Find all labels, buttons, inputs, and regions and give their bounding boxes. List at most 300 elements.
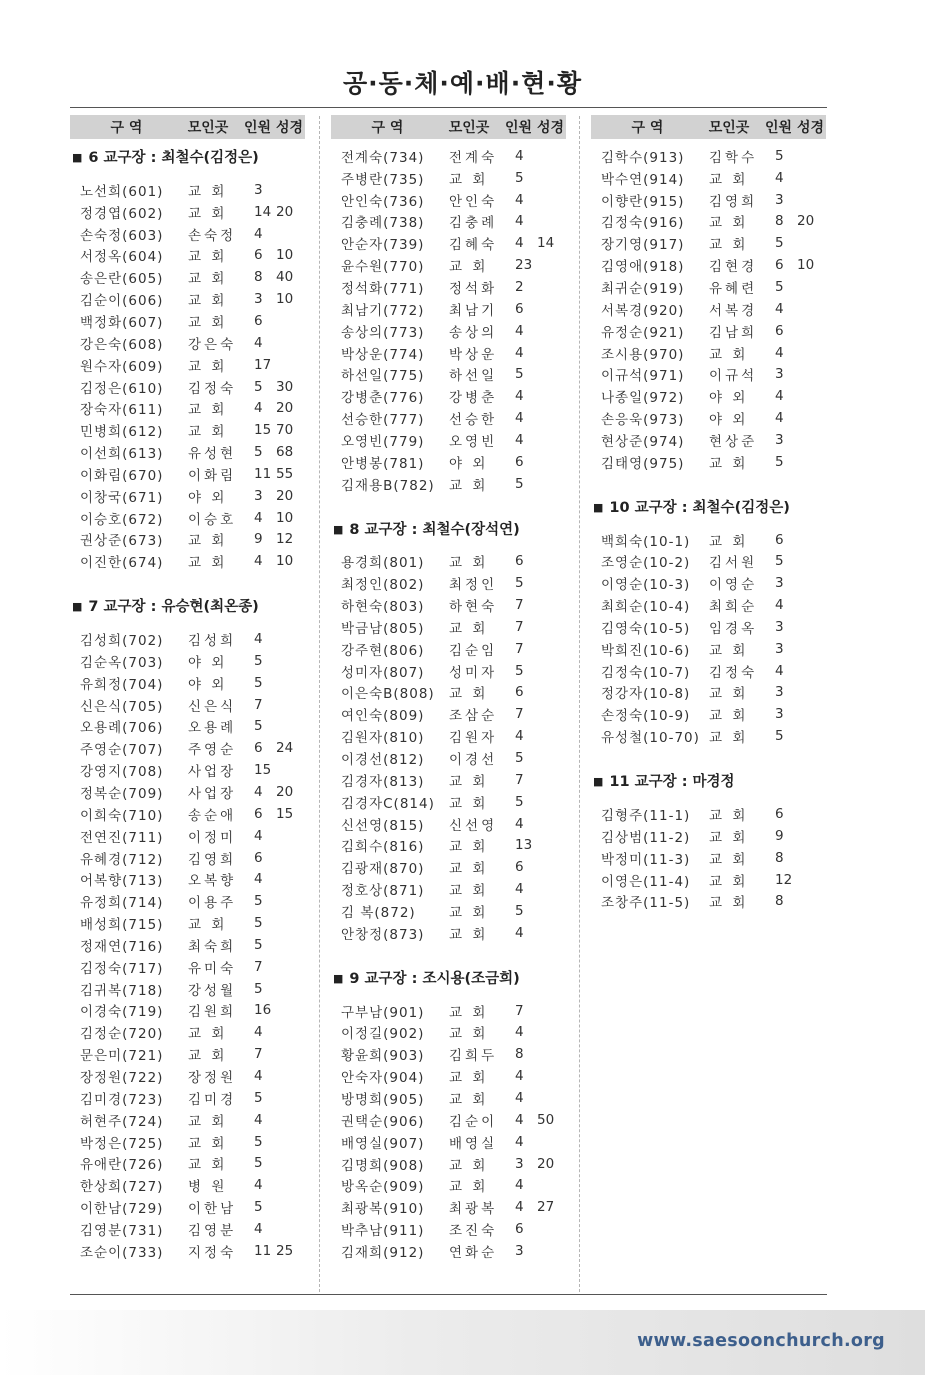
meeting-place: 교 회 — [449, 1026, 489, 1043]
table-row — [70, 1152, 305, 1174]
table-row — [70, 550, 305, 572]
meeting-place: 오영빈 — [449, 433, 498, 450]
zone-name: 송상의(773) — [341, 324, 425, 341]
table-row — [70, 672, 305, 694]
people-count: 13 — [515, 837, 533, 854]
place-header: 모인곳 — [448, 120, 490, 136]
zone-name: 서정옥(604) — [80, 249, 164, 266]
table-row — [331, 594, 566, 616]
people-count: 6 — [515, 300, 524, 317]
district-section — [70, 594, 305, 1261]
zone-header: 구 역 — [110, 120, 143, 136]
table-row — [591, 660, 826, 682]
people-count: 4 — [254, 509, 263, 526]
people-count: 6 — [775, 322, 784, 339]
zone-name: 신선영(815) — [341, 817, 425, 834]
people-count: 4 — [775, 388, 784, 405]
people-count: 4 — [515, 1089, 524, 1106]
zone-name: 나종일(972) — [601, 390, 685, 407]
people-count: 6 — [775, 806, 784, 823]
zone-name: 이선희(613) — [80, 446, 164, 463]
zone-name: 문은미(721) — [80, 1048, 164, 1065]
zone-name: 이화림(670) — [80, 467, 164, 484]
bottom-rule — [70, 1294, 827, 1295]
table-row — [331, 1087, 566, 1109]
table-row — [331, 145, 566, 167]
meeting-place: 정석화 — [449, 280, 498, 297]
zone-name: 이희숙(710) — [80, 807, 164, 824]
meeting-place: 야 외 — [449, 455, 489, 472]
bible-count: 20 — [276, 487, 294, 504]
zone-name: 이진한(674) — [80, 555, 164, 572]
bible-count: 20 — [276, 784, 294, 801]
meeting-place: 이영순 — [709, 577, 758, 594]
meeting-place: 교 회 — [449, 1179, 489, 1196]
zone-name: 최귀순(919) — [601, 280, 685, 297]
meeting-place: 김혜숙 — [449, 237, 498, 254]
zone-name: 정호상(871) — [341, 883, 425, 900]
table-row — [591, 803, 826, 825]
meeting-place: 신선영 — [449, 817, 498, 834]
meeting-place: 강병춘 — [449, 390, 498, 407]
meeting-place: 송순애 — [188, 807, 237, 824]
zone-name: 김형주(11-1) — [601, 808, 691, 825]
column-header — [331, 115, 566, 139]
table-row — [70, 179, 305, 201]
bible-count: 20 — [276, 400, 294, 417]
meeting-place: 교 회 — [188, 293, 228, 310]
table-column-1 — [70, 115, 305, 1284]
meeting-place: 이승호 — [188, 511, 237, 528]
meeting-place: 교 회 — [449, 686, 489, 703]
zone-name: 안순자(739) — [341, 237, 425, 254]
meeting-place: 교 회 — [709, 346, 749, 363]
zone-name: 이은숙B(808) — [341, 686, 435, 703]
zone-name: 김영애(918) — [601, 259, 685, 276]
meeting-place: 교 회 — [709, 237, 749, 254]
meeting-place: 이경선 — [449, 752, 498, 769]
table-row — [591, 616, 826, 638]
zone-name: 손정숙(10-9) — [601, 708, 691, 725]
people-count: 6 — [775, 531, 784, 548]
table-row — [331, 451, 566, 473]
table-row — [591, 825, 826, 847]
table-row — [591, 254, 826, 276]
bible-count: 10 — [276, 553, 294, 570]
meeting-place: 야 외 — [188, 654, 228, 671]
zone-name: 노선희(601) — [80, 183, 164, 200]
zone-name: 김재희(912) — [341, 1244, 425, 1261]
people-count: 7 — [515, 640, 524, 657]
meeting-place: 사업장 — [188, 786, 237, 803]
meeting-place: 이한남 — [188, 1201, 237, 1218]
table-row — [331, 167, 566, 189]
table-row — [591, 451, 826, 473]
people-count: 4 — [254, 871, 263, 888]
zone-name: 전계숙(734) — [341, 149, 425, 166]
meeting-place: 교 회 — [709, 708, 749, 725]
meeting-place: 김영희 — [709, 193, 758, 210]
table-row — [331, 211, 566, 233]
table-row — [591, 385, 826, 407]
bible-count: 10 — [276, 509, 294, 526]
table-row — [331, 320, 566, 342]
zone-name: 정석화(771) — [341, 280, 425, 297]
bible-count: 10 — [276, 247, 294, 264]
zone-name: 이정길(902) — [341, 1026, 425, 1043]
district-section — [70, 145, 305, 572]
people-count: 5 — [254, 378, 263, 395]
zone-name: 박상운(774) — [341, 346, 425, 363]
place-header: 모인곳 — [187, 120, 229, 136]
meeting-place: 선승한 — [449, 412, 498, 429]
table-row — [70, 397, 305, 419]
people-count: 9 — [254, 531, 263, 548]
people-count: 5 — [775, 453, 784, 470]
people-count: 6 — [515, 553, 524, 570]
table-row — [70, 1218, 305, 1240]
section-title — [331, 966, 566, 992]
table-row — [331, 189, 566, 211]
meeting-place: 교 회 — [449, 883, 489, 900]
section-title-text: 7 교구장 : 유승현(최온종) — [88, 599, 259, 616]
section-title — [591, 495, 826, 521]
table-row — [70, 507, 305, 529]
table-row — [591, 167, 826, 189]
meeting-place: 교 회 — [709, 873, 749, 890]
people-count: 5 — [254, 652, 263, 669]
meeting-place: 교 회 — [709, 455, 749, 472]
people-count: 4 — [515, 344, 524, 361]
zone-name: 김상범(11-2) — [601, 829, 691, 846]
table-row — [331, 682, 566, 704]
people-count: 5 — [254, 915, 263, 932]
meeting-place: 교 회 — [449, 477, 489, 494]
meeting-place: 김순이 — [449, 1113, 498, 1130]
people-count: 4 — [254, 225, 263, 242]
meeting-place: 오복향 — [188, 873, 237, 890]
district-section — [591, 769, 826, 912]
zone-name: 강은숙(608) — [80, 336, 164, 353]
zone-name: 이승호(672) — [80, 511, 164, 528]
table-row — [331, 856, 566, 878]
people-count: 4 — [254, 827, 263, 844]
zone-name: 김영숙(10-5) — [601, 620, 691, 637]
people-count: 5 — [515, 750, 524, 767]
bible-count: 12 — [276, 531, 294, 548]
table-row — [331, 254, 566, 276]
table-row — [70, 485, 305, 507]
meeting-place: 신은식 — [188, 698, 237, 715]
bible-count: 14 — [537, 235, 555, 252]
meeting-place: 최정인 — [449, 577, 498, 594]
meeting-place: 김순임 — [449, 642, 498, 659]
table-row — [70, 1043, 305, 1065]
people-count: 8 — [254, 269, 263, 286]
zone-name: 박금남(805) — [341, 620, 425, 637]
table-row — [70, 934, 305, 956]
meeting-place: 야 외 — [709, 390, 749, 407]
column-divider — [319, 116, 320, 1292]
zone-name: 김경자(813) — [341, 773, 425, 790]
section-title — [331, 517, 566, 543]
people-count: 3 — [775, 575, 784, 592]
table-row — [591, 890, 826, 912]
table-row — [591, 232, 826, 254]
square-bullet-icon: ■ — [333, 522, 344, 536]
zone-name: 장숙자(611) — [80, 402, 164, 419]
zone-name: 안창정(873) — [341, 926, 425, 943]
table-row — [70, 868, 305, 890]
table-row — [331, 1043, 566, 1065]
table-row — [331, 638, 566, 660]
bible-count: 50 — [537, 1111, 555, 1128]
square-bullet-icon: ■ — [593, 775, 604, 789]
table-row — [70, 441, 305, 463]
meeting-place: 교 회 — [188, 1048, 228, 1065]
zone-name: 유희정(704) — [80, 676, 164, 693]
people-count: 5 — [515, 366, 524, 383]
section-title — [70, 594, 305, 620]
zone-name: 김성희(702) — [80, 633, 164, 650]
zone-name: 오영빈(779) — [341, 433, 425, 450]
meeting-place: 교 회 — [449, 620, 489, 637]
zone-name: 조창주(11-5) — [601, 895, 691, 912]
table-row — [331, 551, 566, 573]
meeting-place: 야 외 — [188, 676, 228, 693]
zone-name: 박수연(914) — [601, 171, 685, 188]
people-count: 11 — [254, 1242, 272, 1259]
people-count: 5 — [254, 1089, 263, 1106]
meeting-place: 배영실 — [449, 1135, 498, 1152]
people-count: 7 — [515, 1002, 524, 1019]
zone-name: 방옥순(909) — [341, 1179, 425, 1196]
bible-header: 성경 — [275, 120, 303, 136]
people-count: 5 — [775, 553, 784, 570]
meeting-place: 교 회 — [188, 358, 228, 375]
meeting-place: 교 회 — [449, 904, 489, 921]
table-row — [331, 769, 566, 791]
meeting-place: 서복경 — [709, 302, 758, 319]
people-count: 4 — [515, 213, 524, 230]
meeting-place: 김서원 — [709, 555, 758, 572]
section-title-text: 6 교구장 : 최철수(김정은) — [88, 150, 259, 166]
meeting-place: 교 회 — [188, 271, 228, 288]
table-row — [591, 529, 826, 551]
people-count: 17 — [254, 356, 272, 373]
people-count: 5 — [254, 936, 263, 953]
people-count: 4 — [515, 924, 524, 941]
meeting-place: 교 회 — [449, 259, 489, 276]
zone-name: 서복경(920) — [601, 302, 685, 319]
zone-name: 정재연(716) — [80, 938, 164, 955]
people-count: 6 — [254, 312, 263, 329]
people-count: 6 — [775, 257, 784, 274]
table-row — [331, 616, 566, 638]
meeting-place: 교 회 — [188, 183, 228, 200]
table-row — [70, 376, 305, 398]
people-count: 5 — [515, 793, 524, 810]
district-section — [591, 145, 826, 473]
zone-name: 박정미(11-3) — [601, 851, 691, 868]
zone-name: 용경희(801) — [341, 555, 425, 572]
table-row — [591, 342, 826, 364]
zone-name: 백정화(607) — [80, 314, 164, 331]
square-bullet-icon: ■ — [72, 600, 83, 614]
meeting-place: 교 회 — [709, 171, 749, 188]
people-count: 4 — [254, 784, 263, 801]
zone-name: 손숙정(603) — [80, 227, 164, 244]
zone-name: 김정은(610) — [80, 380, 164, 397]
footer-url[interactable]: www.saesoonchurch.org — [637, 1331, 885, 1351]
zone-name: 여인숙(809) — [341, 708, 425, 725]
zone-name: 권상준(673) — [80, 533, 164, 550]
bible-count: 27 — [537, 1199, 555, 1216]
people-count: 4 — [254, 400, 263, 417]
table-row — [70, 716, 305, 738]
table-row — [331, 429, 566, 451]
zone-header: 구 역 — [371, 120, 404, 136]
table-row — [331, 363, 566, 385]
table-row — [70, 1021, 305, 1043]
table-row — [70, 1000, 305, 1022]
zone-name: 황윤희(903) — [341, 1048, 425, 1065]
meeting-place: 김현경 — [709, 259, 758, 276]
meeting-place: 교 회 — [709, 851, 749, 868]
zone-name: 김재용B(782) — [341, 477, 435, 494]
meeting-place: 송상의 — [449, 324, 498, 341]
zone-name: 김정숙(916) — [601, 215, 685, 232]
people-count: 4 — [775, 410, 784, 427]
people-count: 4 — [515, 1199, 524, 1216]
table-row — [591, 407, 826, 429]
zone-name: 전연진(711) — [80, 829, 164, 846]
table-row — [70, 1065, 305, 1087]
meeting-place: 교 회 — [188, 402, 228, 419]
meeting-place: 교 회 — [709, 829, 749, 846]
meeting-place: 이화림 — [188, 467, 237, 484]
people-count: 6 — [254, 740, 263, 757]
zone-name: 김순이(606) — [80, 293, 164, 310]
zone-name: 최정인(802) — [341, 577, 425, 594]
zone-name: 오용례(706) — [80, 720, 164, 737]
table-row — [591, 320, 826, 342]
people-count: 3 — [775, 431, 784, 448]
table-row — [70, 245, 305, 267]
people-count: 6 — [254, 805, 263, 822]
table-row — [591, 551, 826, 573]
section-title-text: 9 교구장 : 조시용(조금희) — [349, 970, 520, 987]
people-count: 4 — [515, 322, 524, 339]
table-row — [70, 825, 305, 847]
bible-header: 성경 — [536, 120, 564, 136]
people-count: 4 — [515, 815, 524, 832]
zone-name: 조순이(733) — [80, 1244, 164, 1261]
table-row — [331, 1109, 566, 1131]
people-count: 8 — [775, 849, 784, 866]
people-count: 4 — [515, 881, 524, 898]
zone-name: 김미경(723) — [80, 1091, 164, 1108]
bible-count: 20 — [537, 1155, 555, 1172]
people-count: 3 — [775, 706, 784, 723]
column-header — [70, 115, 305, 139]
table-row — [331, 276, 566, 298]
meeting-place: 김정숙 — [188, 380, 237, 397]
meeting-place: 이정미 — [188, 829, 237, 846]
table-column-2 — [331, 115, 566, 1284]
table-row — [70, 419, 305, 441]
table-row — [70, 1109, 305, 1131]
people-count: 4 — [515, 1177, 524, 1194]
people-count: 5 — [515, 475, 524, 492]
table-row — [331, 1196, 566, 1218]
people-count: 4 — [515, 191, 524, 208]
people-count: 7 — [254, 696, 263, 713]
column-header — [591, 115, 826, 139]
table-row — [70, 890, 305, 912]
people-count: 5 — [254, 444, 263, 461]
people-count: 7 — [515, 706, 524, 723]
meeting-place: 성미자 — [449, 664, 498, 681]
meeting-place: 교 회 — [449, 1070, 489, 1087]
bible-count: 20 — [276, 203, 294, 220]
square-bullet-icon: ■ — [333, 971, 344, 985]
zone-name: 권택순(906) — [341, 1113, 425, 1130]
zone-name: 손응욱(973) — [601, 412, 685, 429]
meeting-place: 병 원 — [188, 1179, 228, 1196]
table-row — [331, 922, 566, 944]
people-count: 4 — [775, 662, 784, 679]
zone-name: 구부남(901) — [341, 1004, 425, 1021]
table-row — [331, 298, 566, 320]
zone-name: 유정순(921) — [601, 324, 685, 341]
zone-name: 강영지(708) — [80, 764, 164, 781]
zone-name: 장정원(722) — [80, 1069, 164, 1086]
meeting-place: 김희두 — [449, 1048, 498, 1065]
people-count: 3 — [775, 366, 784, 383]
people-count: 7 — [515, 618, 524, 635]
meeting-place: 최희순 — [709, 599, 758, 616]
zone-name: 조영순(10-2) — [601, 555, 691, 572]
table-column-3 — [591, 115, 826, 934]
table-row — [331, 660, 566, 682]
meeting-place: 김성희 — [188, 633, 237, 650]
meeting-place: 오용례 — [188, 720, 237, 737]
table-row — [331, 1131, 566, 1153]
people-count: 4 — [775, 300, 784, 317]
table-row — [70, 463, 305, 485]
people-count: 3 — [775, 191, 784, 208]
people-count: 5 — [254, 1133, 263, 1150]
section-title-text: 8 교구장 : 최철수(장석연) — [349, 521, 520, 538]
zone-name: 어복향(713) — [80, 873, 164, 890]
zone-name: 강병춘(776) — [341, 390, 425, 407]
people-count: 4 — [515, 410, 524, 427]
zone-name: 안인숙(736) — [341, 193, 425, 210]
people-count: 4 — [515, 235, 524, 252]
section-title — [591, 769, 826, 795]
bible-count: 10 — [276, 291, 294, 308]
meeting-place: 교 회 — [449, 171, 489, 188]
people-count: 6 — [254, 247, 263, 264]
zone-name: 이영순(10-3) — [601, 577, 691, 594]
meeting-place: 교 회 — [709, 533, 749, 550]
section-title-text: 10 교구장 : 최철수(김정은) — [609, 499, 790, 516]
zone-name: 김순옥(703) — [80, 654, 164, 671]
meeting-place: 교 회 — [709, 642, 749, 659]
table-row — [70, 628, 305, 650]
people-count: 8 — [775, 893, 784, 910]
